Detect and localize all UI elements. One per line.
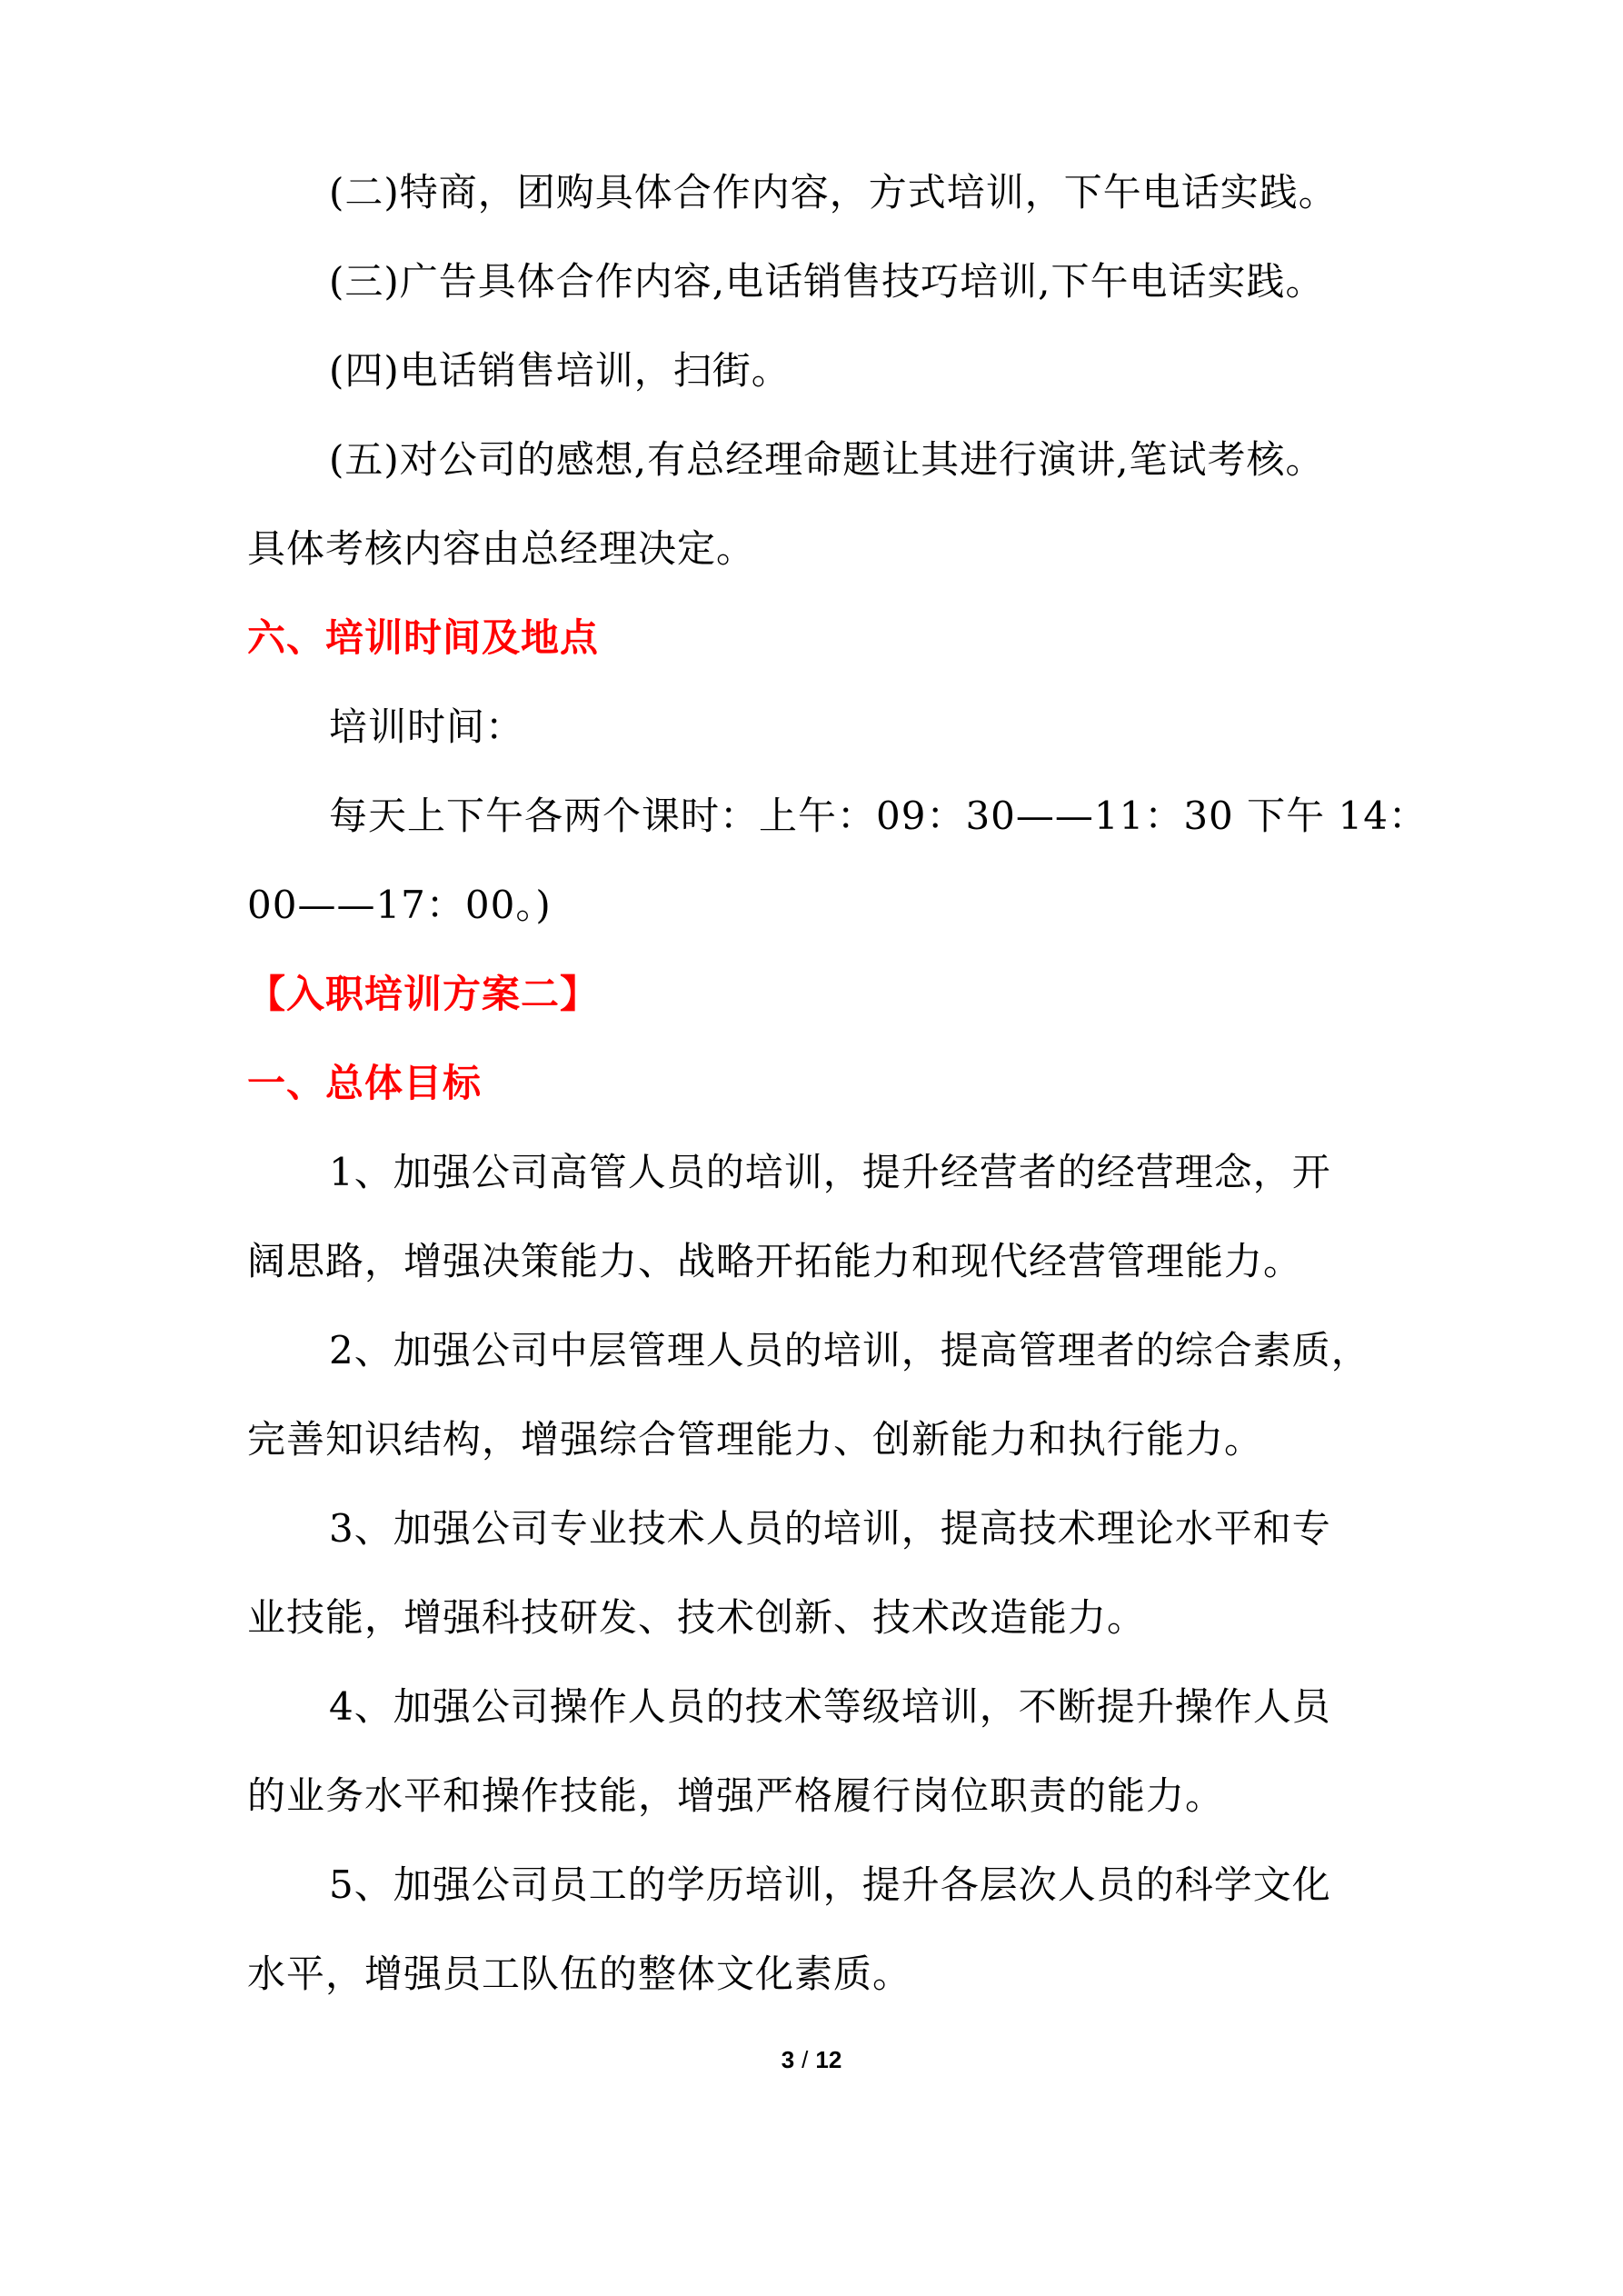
paragraph-line: 阔思路，增强决策能力、战略开拓能力和现代经营管理能力。 — [247, 1239, 1303, 1283]
paragraph-line: (五)对公司的感想,有总经理命题让其进行演讲,笔试考核。 — [329, 437, 1325, 482]
paragraph-line: (四)电话销售培训，扫街。 — [329, 348, 791, 393]
paragraph-line: 00——17：00。) — [247, 883, 552, 927]
paragraph-line: 3、加强公司专业技术人员的培训，提高技术理论水平和专 — [329, 1506, 1331, 1551]
paragraph-line: 5、加强公司员工的学历培训，提升各层次人员的科学文化 — [329, 1862, 1331, 1907]
paragraph-line: 的业务水平和操作技能，增强严格履行岗位职责的能力。 — [247, 1773, 1225, 1818]
paragraph-line: 培训时间： — [329, 704, 525, 749]
page-separator: / — [802, 2046, 809, 2073]
current-page: 3 — [781, 2046, 795, 2073]
total-pages: 12 — [815, 2046, 842, 2073]
section-heading: 六、培训时间及地点 — [247, 615, 600, 660]
paragraph-line: 每天上下午各两个课时：上午：09：30——11：30 下午 14： — [329, 794, 1428, 838]
paragraph-line: 水平，增强员工队伍的整体文化素质。 — [247, 1952, 912, 1996]
paragraph-line: (二)特商，团购具体合作内容，方式培训，下午电话实践。 — [329, 170, 1338, 215]
paragraph-line: (三)广告具体合作内容,电话销售技巧培训,下午电话实践。 — [329, 259, 1325, 304]
paragraph-line: 业技能，增强科技研发、技术创新、技术改造能力。 — [247, 1595, 1147, 1640]
paragraph-line: 具体考核内容由总经理决定。 — [247, 526, 756, 571]
paragraph-line: 完善知识结构，增强综合管理能力、创新能力和执行能力。 — [247, 1417, 1264, 1462]
paragraph-line: 1、加强公司高管人员的培训，提升经营者的经营理念，开 — [329, 1150, 1331, 1194]
section-heading: 一、总体目标 — [247, 1061, 483, 1105]
paragraph-line: 4、加强公司操作人员的技术等级培训，不断提升操作人员 — [329, 1684, 1331, 1729]
plan-title: 【入职培训方案二】 — [247, 972, 600, 1016]
page-number — [0, 2041, 1623, 2078]
paragraph-line: 2、加强公司中层管理人员的培训，提高管理者的综合素质， — [329, 1328, 1370, 1373]
